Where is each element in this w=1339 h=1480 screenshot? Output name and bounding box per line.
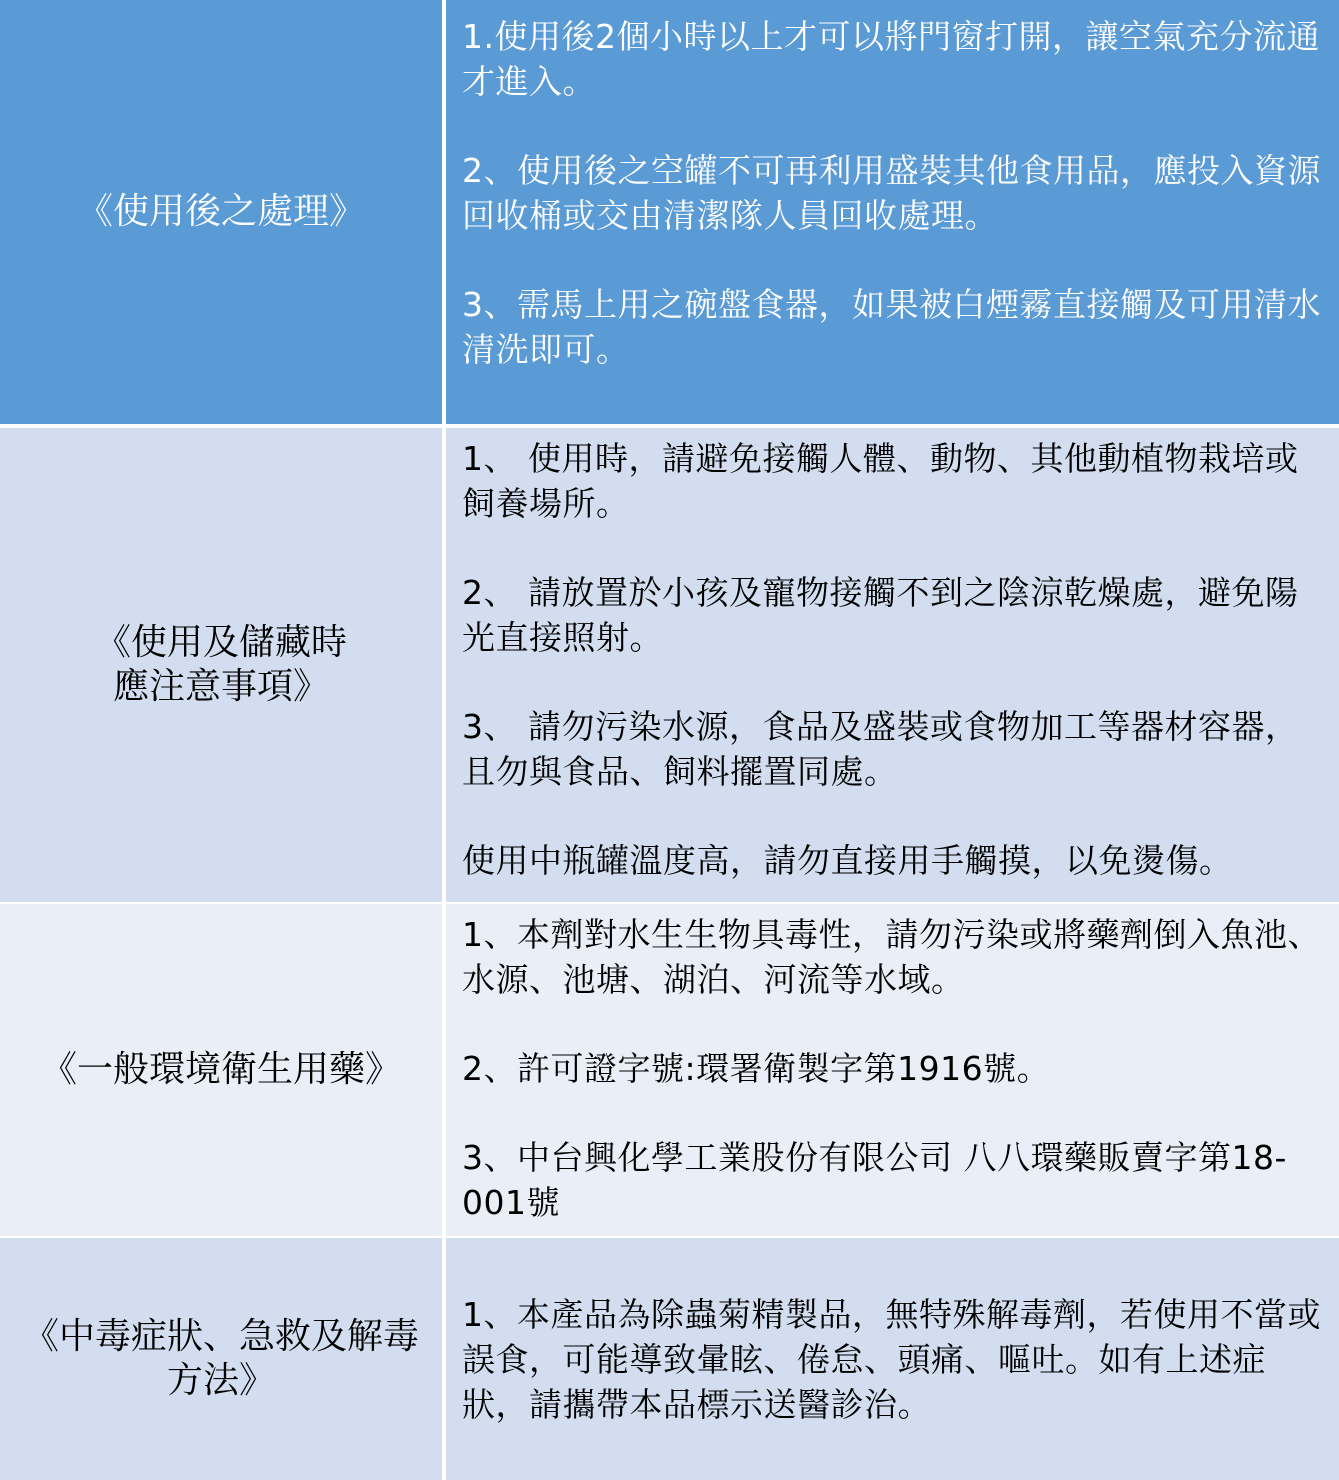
row-heading-cell — [0, 904, 442, 1236]
list-item: 3、 請勿污染水源，食品及盛裝或食物加工等器材容器，且勿與食品、飼料擺置同處。 — [462, 707, 1299, 791]
list-item: 1、本劑對水生生物具毒性，請勿污染或將藥劑倒入魚池、水源、池塘、湖泊、河流等水域。 — [462, 915, 1321, 999]
row-heading: 《使用及儲藏時應注意事項》 — [94, 622, 347, 707]
list-item: 1、本產品為除蟲菊精製品，無特殊解毒劑，若使用不當或誤食，可能導致暈眩、倦怠、頭痛、嘔吐。如有上述症狀，請攜帶本品標示送醫診治。 — [462, 1294, 1321, 1424]
list-item: 2、 請放置於小孩及寵物接觸不到之陰涼乾燥處，避免陽光直接照射。 — [462, 573, 1299, 657]
list-item: 2、使用後之空罐不可再利用盛裝其他食用品，應投入資源回收桶或交由清潔隊人員回收處理。 — [462, 151, 1321, 235]
table-row-post-use-handling — [0, 0, 1339, 424]
list-item: 使用中瓶罐溫度高，請勿直接用手觸摸，以免燙傷。 — [462, 841, 1233, 880]
row-heading-cell — [0, 0, 442, 424]
list-item: 2、許可證字號:環署衛製字第1916號。 — [462, 1049, 1051, 1088]
row-heading: 《使用後之處理》 — [76, 191, 365, 232]
table-row-poisoning-first-aid — [0, 1238, 1339, 1480]
list-item: 1.使用後2個小時以上才可以將門窗打開，讓空氣充分流通才進入。 — [462, 17, 1320, 101]
list-item: 3、需馬上用之碗盤食器，如果被白煙霧直接觸及可用清水清洗即可。 — [462, 285, 1321, 369]
row-heading-cell — [0, 1238, 442, 1480]
list-item: 3、中台興化學工業股份有限公司 八八環藥販賣字第18-001號 — [462, 1138, 1287, 1222]
row-heading: 《一般環境衛生用藥》 — [40, 1049, 401, 1090]
row-content-cell — [446, 428, 1339, 902]
list-item: 1、 使用時，請避免接觸人體、動物、其他動植物栽培或飼養場所。 — [462, 439, 1299, 523]
row-content-cell — [446, 1238, 1339, 1480]
row-content-cell — [446, 0, 1339, 424]
table-row-environmental-pesticide — [0, 904, 1339, 1236]
row-heading-cell — [0, 428, 442, 902]
row-content-cell — [446, 904, 1339, 1236]
row-heading: 《中毒症狀、急救及解毒方法》 — [22, 1316, 419, 1401]
table-row-usage-storage-notes — [0, 428, 1339, 902]
